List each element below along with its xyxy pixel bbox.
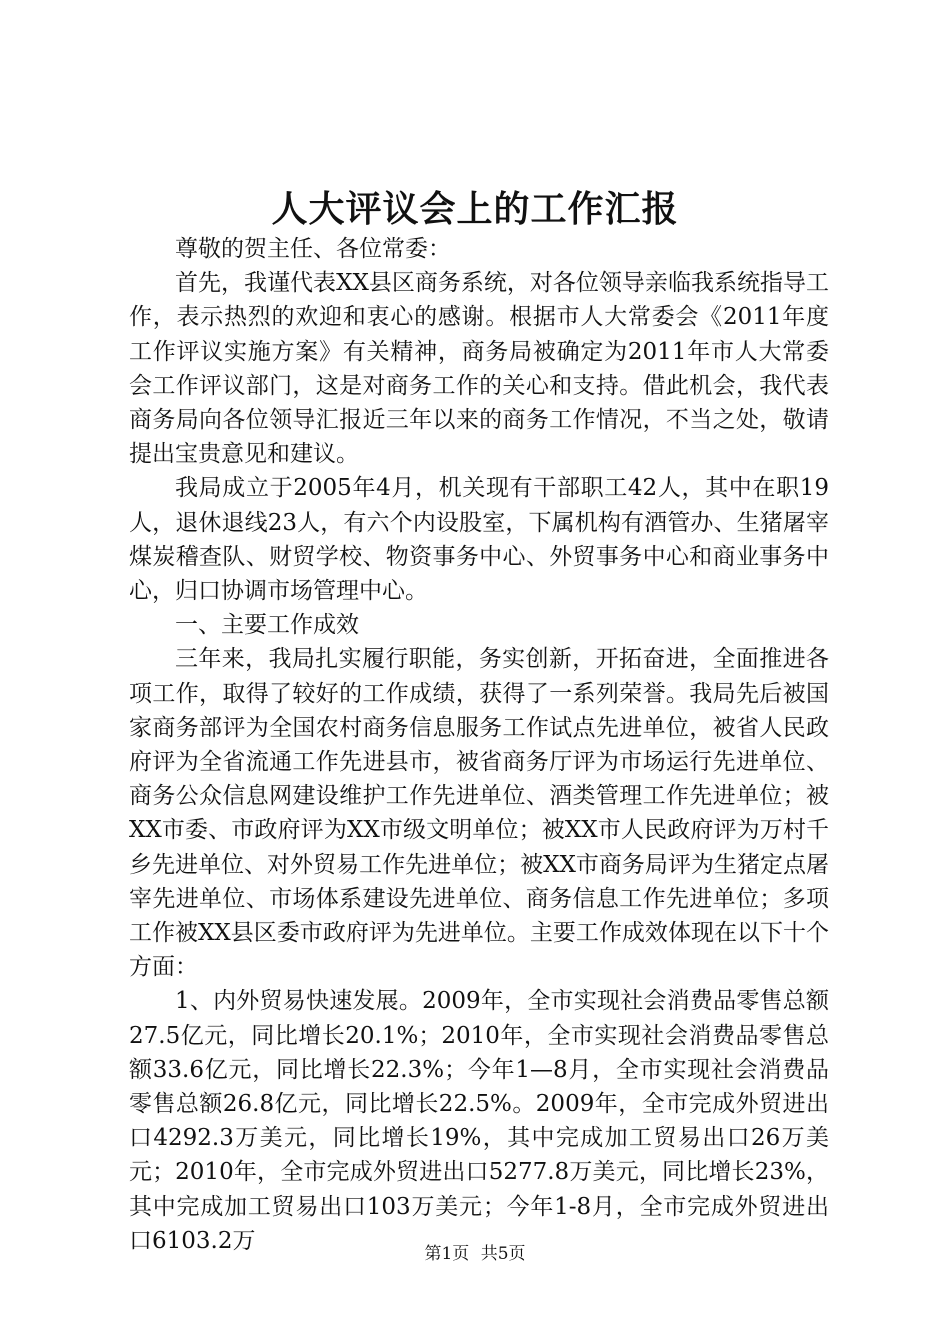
paragraph-intro: 首先，我谨代表XX县区商务系统，对各位领导亲临我系统指导工作，表示热烈的欢迎和衷心的感谢。根据市人大常委会《2011年度工作评议实施方案》有关精神，商务局被确定为2011年市人大常委会工作评议部门，这是对商务工作的关心和支持。借此机会，我代表商务局向各位领导汇报近三年以来的商务工作情况，不当之处，敬请提出宝贵意见和建议。 <box>129 270 829 468</box>
document-body <box>129 232 829 1258</box>
paragraph-bureau-overview: 我局成立于2005年4月，机关现有干部职工42人，其中在职19人，退休退线23人，有六个内设股室，下属机构有酒管办、生猪屠宰煤炭稽查队、财贸学校、物资事务中心、外贸事务中心和商业事务中心，归口协调市场管理中心。 <box>129 475 829 605</box>
page-total: 共5页 <box>480 1244 526 1264</box>
page-footer <box>0 1242 950 1266</box>
paragraph-trade: 1、内外贸易快速发展。2009年，全市实现社会消费品零售总额27.5亿元，同比增长20.1%；2010年，全市实现社会消费品零售总额33.6亿元，同比增长22.3%；今年1—8月，全市实现社会消费品零售总额26.8亿元，同比增长22.5%。2009年，全市完成外贸进出口4292.3万美元，同比增长19%，其中完成加工贸易出口26万美元；2010年，全市完成外贸进出口5277.8万美元，同比增长23%，其中完成加工贸易出口103万美元；今年1-8月，全市完成外贸进出口6103.2万 <box>129 988 829 1254</box>
document-title: 人大评议会上的工作汇报 <box>271 188 679 230</box>
section-heading: 一、主要工作成效 <box>175 612 359 639</box>
page-number: 第1页 <box>424 1244 470 1264</box>
paragraph-achievements: 三年来，我局扎实履行职能，务实创新，开拓奋进，全面推进各项工作，取得了较好的工作成绩，获得了一系列荣誉。我局先后被国家商务部评为全国农村商务信息服务工作试点先进单位，被省人民政府评为全省流通工作先进县市，被省商务厅评为市场运行先进单位、商务公众信息网建设维护工作先进单位、酒类管理工作先进单位；被XX市委、市政府评为XX市级文明单位；被XX市人民政府评为万村千乡先进单位、对外贸易工作先进单位；被XX市商务局评为生猪定点屠宰先进单位、市场体系建设先进单位、商务信息工作先进单位；多项工作被XX县区委市政府评为先进单位。主要工作成效体现在以下十个方面： <box>129 646 829 981</box>
salutation: 尊敬的贺主任、各位常委： <box>175 236 451 262</box>
